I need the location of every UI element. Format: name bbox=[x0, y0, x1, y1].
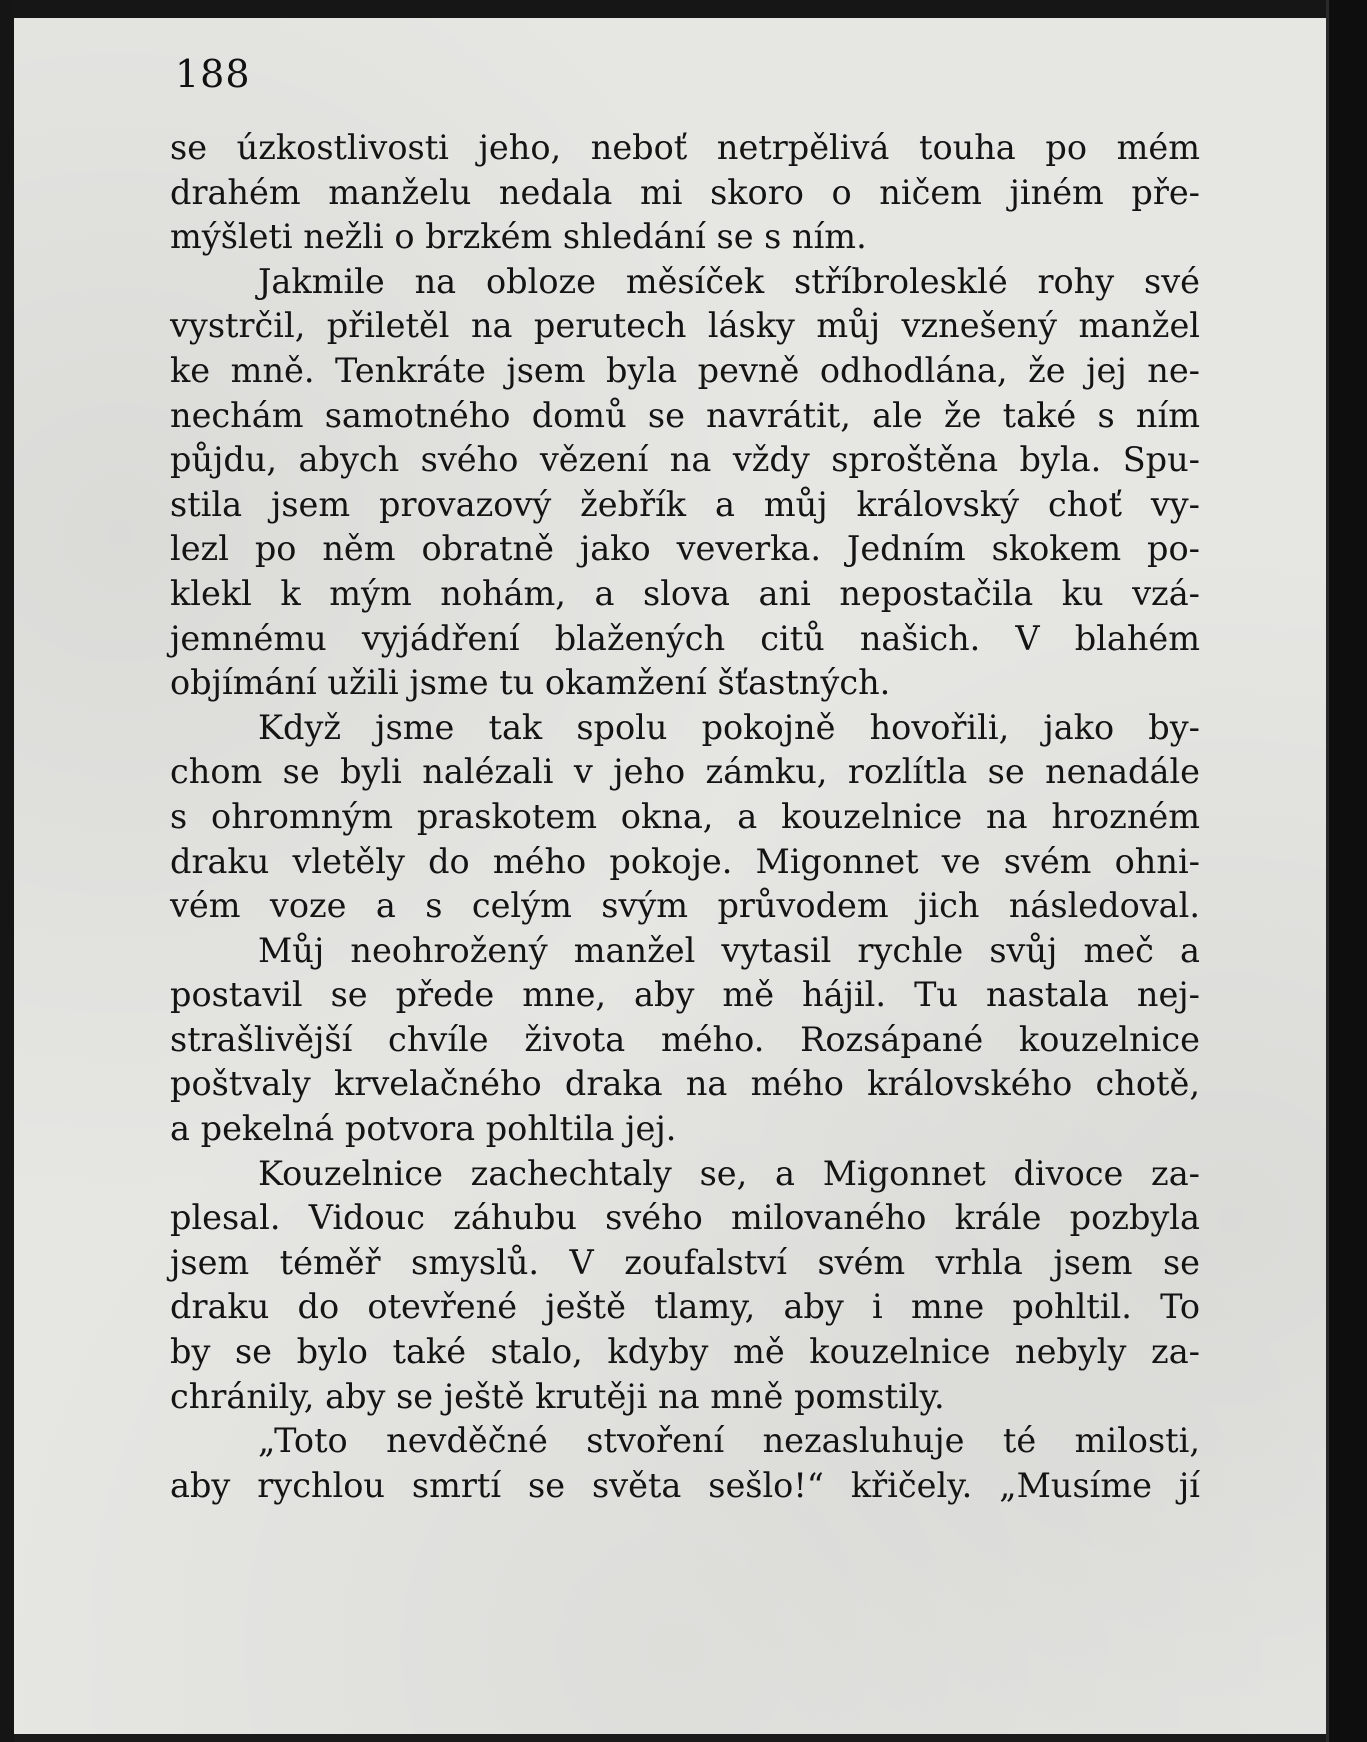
text-line: Jakmile na obloze měsíček stříbrolesklé rohy své bbox=[258, 261, 1200, 301]
text-line: chránily, aby se ještě krutěji na mně pomstily. bbox=[170, 1376, 945, 1416]
text-line: „Toto nevděčné stvoření nezasluhuje té milosti, bbox=[258, 1421, 1200, 1461]
text-line: s ohromným praskotem okna, a kouzelnice na hrozném bbox=[170, 796, 1200, 836]
text-line: poštvaly krvelačného draka na mého královského chotě, bbox=[170, 1064, 1200, 1104]
text-line: draku vletěly do mého pokoje. Migonnet ve svém ohni- bbox=[170, 841, 1200, 881]
text-line: chom se byli nalézali v jeho zámku, rozlítla se nenadále bbox=[170, 752, 1200, 792]
text-line: drahém manželu nedala mi skoro o ničem jiném pře- bbox=[170, 172, 1200, 212]
text-line: lezl po něm obratně jako veverka. Jedním skokem po- bbox=[170, 529, 1200, 569]
text-line: a pekelná potvora pohltila jej. bbox=[170, 1109, 677, 1149]
page-number: 188 bbox=[175, 52, 251, 96]
text-line: ke mně. Tenkráte jsem byla pevně odhodlána, že jej ne- bbox=[170, 350, 1200, 390]
text-line: aby rychlou smrtí se světa sešlo!“ křičely. „Musíme jí bbox=[170, 1465, 1200, 1505]
body-text bbox=[170, 126, 1200, 1508]
text-line: se úzkostlivosti jeho, neboť netrpělivá touha po mém bbox=[170, 128, 1200, 167]
text-line: Kouzelnice zachechtaly se, a Migonnet divoce za- bbox=[258, 1153, 1200, 1193]
scan-right-edge bbox=[1329, 0, 1367, 1742]
text-line: půjdu, abych svého vězení na vždy sproštěna byla. Spu- bbox=[170, 440, 1200, 480]
text-line: jemnému vyjádření blažených citů našich. V blahém bbox=[170, 618, 1200, 658]
text-line: plesal. Vidouc záhubu svého milovaného krále pozbyla bbox=[170, 1198, 1200, 1238]
text-line: jsem téměř smyslů. V zoufalství svém vrhla jsem se bbox=[170, 1242, 1200, 1282]
scan-top-edge bbox=[0, 0, 1367, 18]
text-line: Když jsme tak spolu pokojně hovořili, jako by- bbox=[258, 707, 1200, 747]
text-line: klekl k mým nohám, a slova ani nepostačila ku vzá- bbox=[170, 573, 1200, 613]
text-line: mýšleti nežli o brzkém shledání se s ním. bbox=[170, 217, 867, 257]
text-line: by se bylo také stalo, kdyby mě kouzelnice nebyly za- bbox=[170, 1332, 1200, 1372]
text-line: vém voze a s celým svým průvodem jich následoval. bbox=[170, 886, 1200, 926]
text-line: Můj neohrožený manžel vytasil rychle svůj meč a bbox=[258, 930, 1200, 970]
text-line: objímání užili jsme tu okamžení šťastných. bbox=[170, 663, 891, 703]
scan-left-edge bbox=[0, 0, 14, 1742]
text-line: nechám samotného domů se navrátit, ale že také s ním bbox=[170, 395, 1200, 435]
text-line: postavil se přede mne, aby mě hájil. Tu nastala nej- bbox=[170, 975, 1200, 1015]
text-line: vystrčil, přiletěl na perutech lásky můj vznešený manžel bbox=[170, 306, 1200, 346]
text-line: draku do otevřené ještě tlamy, aby i mne pohltil. To bbox=[170, 1287, 1200, 1327]
text-line: stila jsem provazový žebřík a můj královský choť vy- bbox=[170, 484, 1200, 524]
text-line: strašlivější chvíle života mého. Rozsápané kouzelnice bbox=[170, 1019, 1200, 1059]
